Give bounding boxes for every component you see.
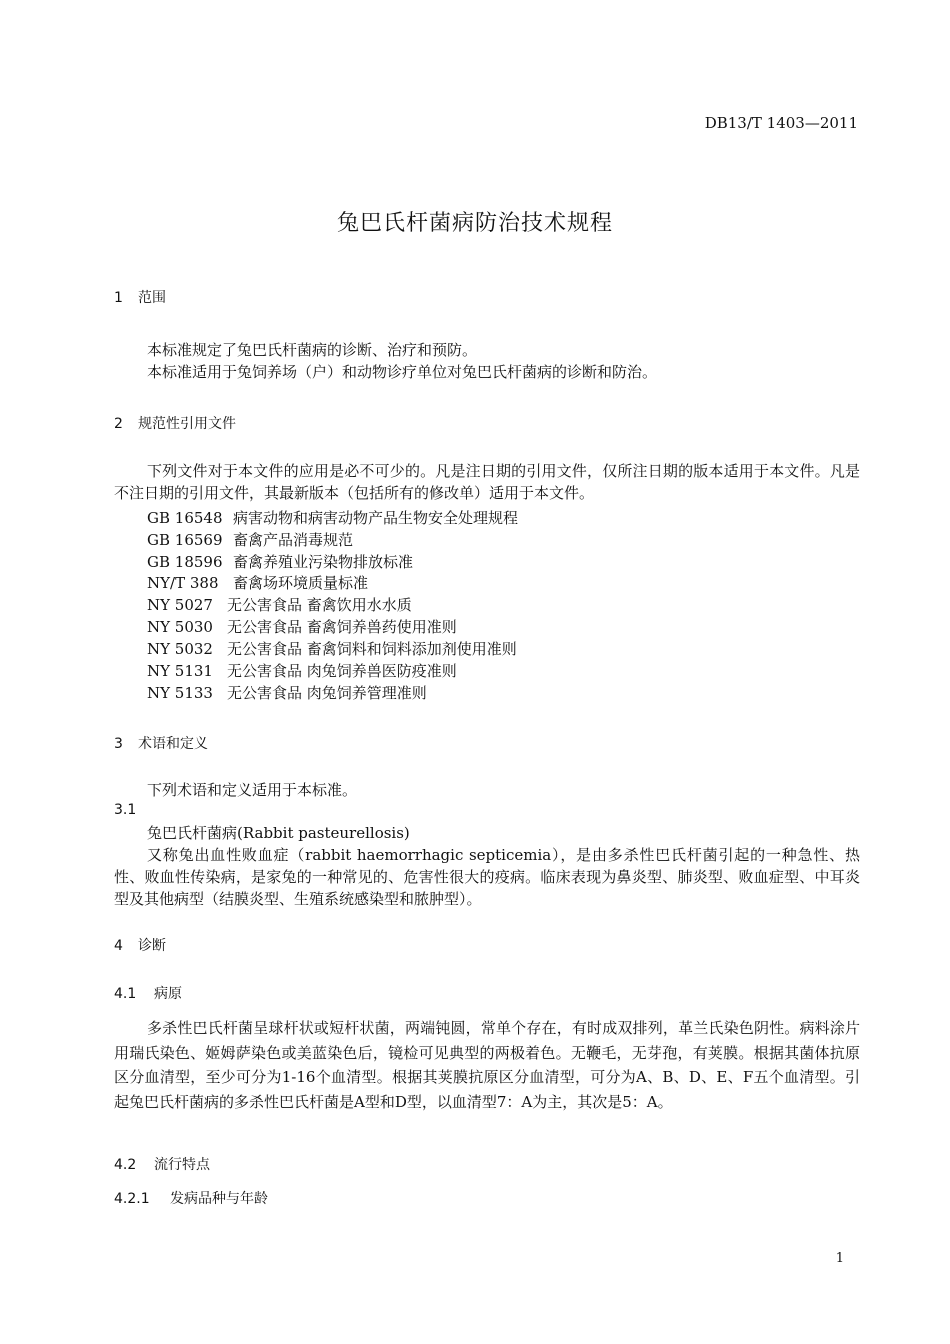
reference-code: GB 16569 — [147, 531, 223, 549]
reference-code: NY 5032 — [147, 640, 213, 658]
reference-code: GB 18596 — [147, 553, 223, 571]
paragraph: 下列术语和定义适用于本标准。 — [147, 781, 358, 799]
section-heading-scope — [114, 287, 166, 307]
reference-code: NY 5131 — [147, 662, 213, 680]
reference-item — [147, 594, 412, 616]
subsection-heading-pathogen — [114, 983, 182, 1003]
section-heading-normative-references — [114, 413, 236, 433]
reference-item — [147, 507, 518, 529]
section-number: 1 — [114, 290, 123, 306]
page-number: 1 — [835, 1251, 844, 1266]
term-entry — [147, 822, 410, 843]
section-number: 3 — [114, 736, 123, 752]
section-title: 发病品种与年龄 — [170, 1191, 268, 1207]
reference-code: GB 16548 — [147, 509, 223, 527]
reference-item — [147, 551, 413, 573]
reference-item — [147, 638, 517, 660]
reference-title: 无公害食品 畜禽饲料和饲料添加剂使用准则 — [227, 640, 517, 658]
reference-title: 无公害食品 肉兔饲养兽医防疫准则 — [227, 662, 457, 680]
reference-code: NY 5030 — [147, 618, 213, 636]
section-number: 3.1 — [114, 802, 137, 818]
reference-title: 病害动物和病害动物产品生物安全处理规程 — [233, 509, 519, 527]
reference-code: NY 5027 — [147, 596, 213, 614]
section-number: 4.2 — [114, 1157, 137, 1173]
reference-title: 无公害食品 肉兔饲养管理准则 — [227, 684, 427, 702]
reference-code: NY/T 388 — [147, 574, 219, 592]
section-title: 流行特点 — [154, 1157, 210, 1173]
reference-item — [147, 660, 457, 682]
section-number: 4.2.1 — [114, 1191, 150, 1207]
reference-item — [147, 572, 368, 594]
section-title: 诊断 — [138, 938, 166, 954]
document-code: DB13/T 1403—2011 — [704, 114, 858, 132]
subsection-number — [114, 802, 136, 818]
reference-title: 畜禽场环境质量标准 — [233, 574, 369, 592]
paragraph: 下列文件对于本文件的应用是必不可少的。凡是注日期的引用文件，仅所注日期的版本适用于本文件。凡是不注日期的引用文件，其最新版本（包括所有的修改单）适用于本文件。 — [114, 462, 860, 502]
paragraph: 本标准规定了兔巴氏杆菌病的诊断、治疗和预防。 — [147, 341, 478, 359]
reference-code: NY 5133 — [147, 684, 213, 702]
reference-item — [147, 529, 353, 551]
section-number: 2 — [114, 416, 123, 432]
subsection-heading-breed-age — [114, 1188, 268, 1208]
section-number: 4 — [114, 938, 123, 954]
document-title: 兔巴氏杆菌病防治技术规程 — [336, 211, 613, 236]
reference-item — [147, 616, 457, 638]
section-title: 范围 — [138, 290, 166, 306]
term-english: (Rabbit pasteurellosis) — [237, 824, 410, 842]
paragraph: 多杀性巴氏杆菌呈球杆状或短杆状菌，两端钝圆，常单个存在，有时成双排列，革兰氏染色阴性。病料涂片用瑞氏染色、姬姆萨染色或美蓝染色后，镜检可见典型的两极着色。无鞭毛，无芽孢，有荚膜。根据其菌体抗原区分血清型，至少可分为1-16个血清型。根据其荚膜抗原区分血清型，可分为A、B、D、E、F五个血清型。引起兔巴氏杆菌病的多杀性巴氏杆菌是A型和D型，以血清型7：A为主，其次是5：A。 — [114, 1019, 860, 1111]
term-chinese: 兔巴氏杆菌病 — [147, 824, 238, 842]
section-heading-terms — [114, 733, 208, 753]
term-definition: 又称兔出血性败血症（rabbit haemorrhagic septicemia），是由多杀性巴氏杆菌引起的一种急性、热性、败血性传染病，是家兔的一种常见的、危害性很大的疫病。临床表现为鼻炎型、肺炎型、败血症型、中耳炎型及其他病型（结膜炎型、生殖系统感染型和脓肿型）。 — [114, 846, 860, 908]
reference-item — [147, 682, 427, 704]
section-heading-diagnosis — [114, 935, 166, 955]
reference-title: 无公害食品 畜禽饲养兽药使用准则 — [227, 618, 457, 636]
subsection-heading-epidemiology — [114, 1154, 210, 1174]
section-number: 4.1 — [114, 986, 137, 1002]
reference-title: 畜禽养殖业污染物排放标准 — [233, 553, 414, 571]
paragraph: 本标准适用于兔饲养场（户）和动物诊疗单位对兔巴氏杆菌病的诊断和防治。 — [147, 363, 658, 381]
section-title: 病原 — [154, 986, 182, 1002]
section-title: 规范性引用文件 — [138, 416, 236, 432]
section-title: 术语和定义 — [138, 736, 208, 752]
reference-title: 畜禽产品消毒规范 — [233, 531, 354, 549]
reference-title: 无公害食品 畜禽饮用水水质 — [227, 596, 412, 614]
